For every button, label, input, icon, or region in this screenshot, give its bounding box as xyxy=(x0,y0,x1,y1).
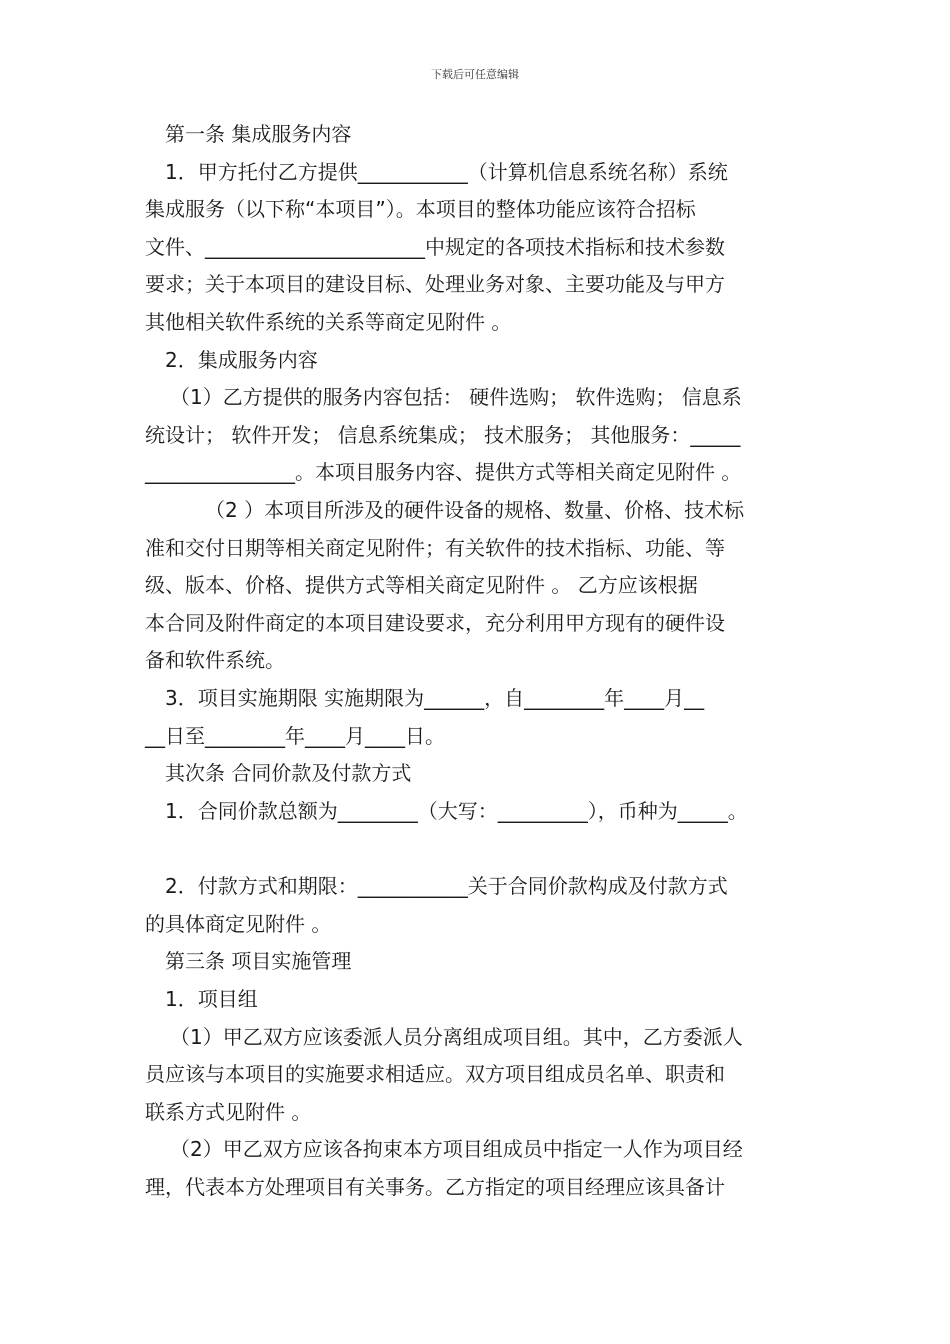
blank-line xyxy=(145,830,825,868)
article-heading: 第一条 集成服务内容 xyxy=(165,122,352,146)
paragraph-line: 其他相关软件系统的关系等商定见附件 。 xyxy=(145,309,512,334)
paragraph-line: __日至________年____月____日。 xyxy=(145,723,445,748)
paragraph-line: 1．甲方托付乙方提供___________（计算机信息系统名称）系统 xyxy=(165,159,728,184)
paragraph-line: 3．项目实施期限 实施期限为______，自________年____月__ xyxy=(165,685,705,710)
paragraph-line: 2．付款方式和期限：___________关于合同价款构成及付款方式 xyxy=(165,874,728,899)
paragraph-line: 理，代表本方处理项目有关事务。乙方指定的项目经理应该具备计 xyxy=(145,1175,725,1200)
paragraph-line: （1）甲乙双方应该委派人员分离组成项目组。其中，乙方委派人 xyxy=(170,1024,743,1049)
section-heading: 2．集成服务内容 xyxy=(165,347,318,372)
article-heading: 第三条 项目实施管理 xyxy=(165,949,352,974)
paragraph-line: 要求；关于本项目的建设目标、处理业务对象、主要功能及与甲方 xyxy=(145,272,725,297)
paragraph-line: 的具体商定见附件 。 xyxy=(145,911,332,936)
document-body xyxy=(145,116,825,1207)
paragraph-line: （1）乙方提供的服务内容包括： 硬件选购； 软件选购； 信息系 xyxy=(170,385,742,410)
paragraph-line: 本合同及附件商定的本项目建设要求，充分利用甲方现有的硬件设 xyxy=(145,610,725,635)
paragraph-line: 统设计； 软件开发； 信息系统集成； 技术服务； 其他服务：_____ xyxy=(145,422,741,447)
paragraph-line: 级、版本、价格、提供方式等相关商定见附件 。 乙方应该根据 xyxy=(145,573,698,598)
paragraph-line: 1．合同价款总额为________（大写：_________），币种为_____。 xyxy=(165,798,748,823)
section-heading: 1．项目组 xyxy=(165,987,258,1012)
paragraph-line: 员应该与本项目的实施要求相适应。双方项目组成员名单、职责和 xyxy=(145,1062,725,1087)
paragraph-line: 文件、______________________中规定的各项技术指标和技术参数 xyxy=(145,234,725,259)
paragraph-line: 准和交付日期等相关商定见附件；有关软件的技术指标、功能、等 xyxy=(145,535,725,560)
page-header: 下载后可任意编辑 xyxy=(431,68,519,81)
paragraph-line: （2）甲乙双方应该各拘束本方项目组成员中指定一人作为项目经 xyxy=(170,1137,743,1162)
paragraph-line: 集成服务（以下称“本项目”）。本项目的整体功能应该符合招标 xyxy=(145,197,696,222)
paragraph-line: _______________。本项目服务内容、提供方式等相关商定见附件 。 xyxy=(145,460,742,485)
article-heading: 其次条 合同价款及付款方式 xyxy=(165,761,412,786)
paragraph-line: 备和软件系统。 xyxy=(145,648,285,673)
paragraph-line: （2 ）本项目所涉及的硬件设备的规格、数量、价格、技术标 xyxy=(205,497,745,522)
paragraph-line: 联系方式见附件 。 xyxy=(145,1099,312,1124)
